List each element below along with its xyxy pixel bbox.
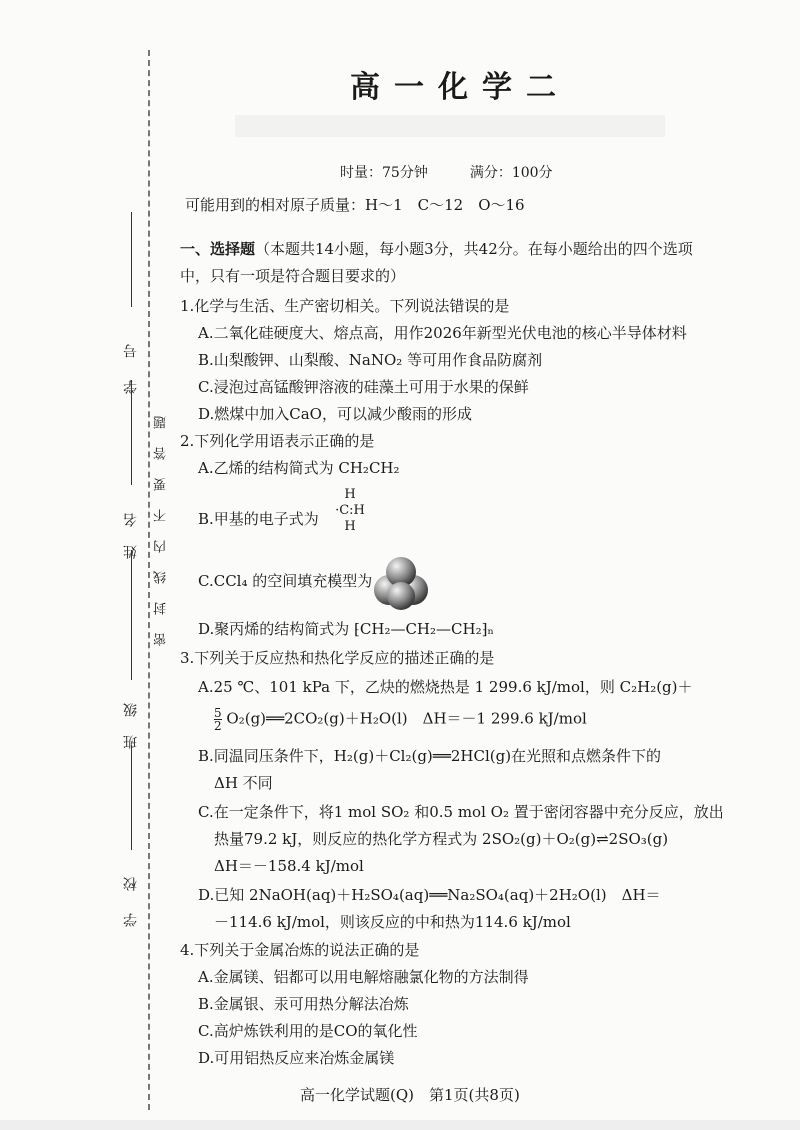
fraction-5-2: $\frac{5}{2}$ — [214, 706, 222, 733]
methyl-electron-formula — [330, 487, 370, 535]
section-heading: 一、选择题 — [180, 240, 256, 258]
seal-dashed-line — [148, 50, 150, 1110]
q3-option-c-line3: ΔH＝－158.4 kJ/mol — [214, 857, 364, 875]
binding-margin — [0, 0, 180, 1130]
name-label: 姓名 — [123, 495, 139, 559]
page-title: 高一化学二 — [350, 70, 570, 105]
q2-option-b: B.甲基的电子式为 — [198, 510, 319, 528]
q2-option-a: A.乙烯的结构简式为 CH₂CH₂ — [198, 459, 400, 477]
q3-option-a-line2 — [214, 707, 587, 732]
q1-option-b: B.山梨酸钾、山梨酸、NaNO₂ 等可用作食品防腐剂 — [198, 351, 543, 369]
q4-stem: 4.下列关于金属冶炼的说法正确的是 — [180, 941, 420, 959]
q4-option-d: D.可用铝热反应来冶炼金属镁 — [198, 1049, 395, 1067]
q4-option-b: B.金属银、汞可用热分解法冶炼 — [198, 995, 409, 1013]
q1-option-c: C.浸泡过高锰酸钾溶液的硅藻土可用于水果的保鲜 — [198, 378, 529, 396]
section-instructions-2: 中，只有一项是符合题目要求的） — [180, 267, 406, 285]
student-number-label: 学号 — [123, 322, 139, 394]
cl-atom-front — [387, 582, 415, 610]
exam-info: 时量：75分钟 满分：100分 — [340, 165, 553, 181]
q3-option-b-line1: B.同温同压条件下，H₂(g)＋Cl₂(g)══2HCl(g)在光照和点燃条件下的 — [198, 747, 662, 765]
scan-smudge — [235, 115, 665, 137]
atomic-masses: 可能用到的相对原子质量：H～1 C～12 O～16 — [185, 196, 525, 214]
q4-option-a: A.金属镁、铝都可以用电解熔融氯化物的方法制得 — [198, 968, 529, 986]
q3-option-b-line2: ΔH 不同 — [214, 774, 273, 792]
q3-option-c-line1: C.在一定条件下，将1 mol SO₂ 和0.5 mol O₂ 置于密闭容器中充分反应，放出 — [198, 803, 724, 821]
q1-option-a: A.二氧化硅硬度大、熔点高，用作2026年新型光伏电池的核心半导体材料 — [198, 324, 687, 342]
ccl4-space-filling-model — [372, 556, 430, 612]
q1-option-d: D.燃煤中加入CaO，可以减少酸雨的形成 — [198, 405, 472, 423]
section-instructions-1: （本题共14小题，每小题3分，共42分。在每小题给出的四个选项 — [255, 240, 693, 258]
methyl-h-bottom: H — [344, 519, 356, 534]
scan-edge — [0, 1120, 800, 1130]
q3-option-c-line2: 热量79.2 kJ，则反应的热化学方程式为 2SO₂(g)＋O₂(g)⇌2SO₃(g) — [214, 830, 669, 848]
q3-stem: 3.下列关于反应热和热化学反应的描述正确的是 — [180, 649, 495, 667]
seal-notice: 密封线内不要答题 — [154, 398, 169, 646]
q1-stem: 1.化学与生活、生产密切相关。下列说法错误的是 — [180, 297, 510, 315]
q2-option-c: C.CCl₄ 的空间填充模型为 — [198, 572, 373, 590]
class-line — [131, 550, 132, 680]
class-label: 班级 — [123, 685, 139, 749]
school-line — [131, 745, 132, 850]
q2-option-d: D.聚丙烯的结构简式为 ⁅CH₂—CH₂—CH₂⁆ₙ — [198, 620, 494, 638]
section-header — [180, 239, 693, 259]
q3-option-d-line1: D.已知 2NaOH(aq)＋H₂SO₄(aq)══Na₂SO₄(aq)＋2H₂O(l) ΔH＝ — [198, 886, 661, 904]
q3-option-a-line1: A.25 ℃、101 kPa 下，乙炔的燃烧热是 1 299.6 kJ/mol，则 C₂H₂(g)＋ — [198, 678, 693, 696]
methyl-c-row: ·C:H — [335, 503, 365, 518]
q2-stem: 2.下列化学用语表示正确的是 — [180, 432, 375, 450]
name-line — [131, 380, 132, 485]
student-number-line — [131, 212, 132, 307]
q3-option-d-line2: －114.6 kJ/mol，则该反应的中和热为114.6 kJ/mol — [214, 913, 571, 931]
school-label: 学校 — [123, 855, 139, 927]
page-footer: 高一化学试题(Q) 第1页(共8页) — [300, 1086, 520, 1104]
q4-option-c: C.高炉炼铁利用的是CO的氧化性 — [198, 1022, 418, 1040]
q3-option-a-equation: O₂(g)══2CO₂(g)＋H₂O(l) ΔH＝－1 299.6 kJ/mol — [226, 709, 587, 728]
methyl-h-top: H — [344, 487, 356, 502]
